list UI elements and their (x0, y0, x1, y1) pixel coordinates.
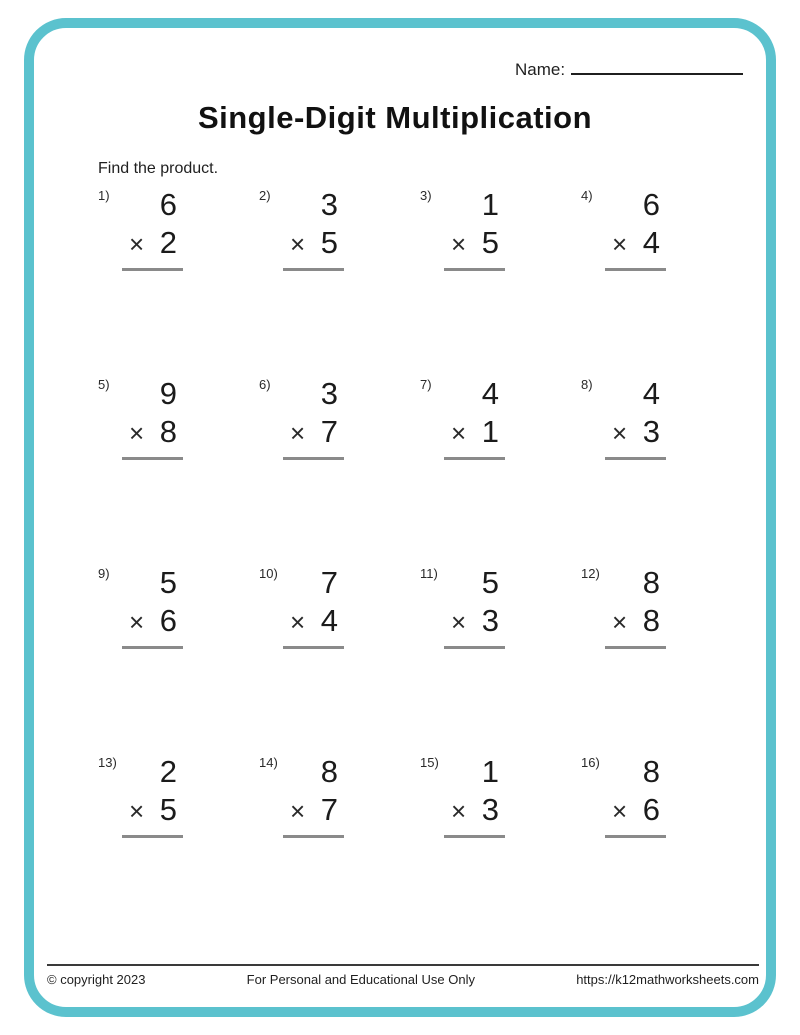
problem-number: 8) (581, 377, 593, 392)
top-operand: 6 (642, 187, 660, 222)
top-operand: 7 (320, 565, 338, 600)
footer-copyright: © copyright 2023 (47, 972, 146, 987)
problem-cell (98, 186, 259, 271)
top-operand: 5 (481, 565, 499, 600)
problem-number: 4) (581, 188, 593, 203)
bottom-operand: 5 (320, 225, 338, 260)
footer-url: https://k12mathworksheets.com (576, 972, 759, 987)
problem-work-area (444, 753, 505, 838)
problem-number: 13) (98, 755, 117, 770)
multiplication-row (283, 791, 344, 830)
problem-number: 7) (420, 377, 432, 392)
problem-work-area (444, 186, 505, 271)
bottom-operand: 8 (159, 414, 177, 449)
name-row (515, 58, 743, 80)
problem-number: 2) (259, 188, 271, 203)
multiplication-row (122, 791, 183, 830)
footer-usage: For Personal and Educational Use Only (246, 972, 476, 987)
problem-work-area (283, 564, 344, 649)
problem-number: 15) (420, 755, 439, 770)
bottom-operand: 3 (642, 414, 660, 449)
problem-work-area (122, 753, 183, 838)
problem-cell (581, 186, 742, 271)
bottom-operand: 7 (320, 414, 338, 449)
footer-divider (47, 964, 759, 966)
problem-cell (581, 564, 742, 649)
bottom-operand: 5 (481, 225, 499, 260)
multiplication-row (444, 791, 505, 830)
problem-work-area (122, 186, 183, 271)
multiply-sign: × (129, 229, 145, 259)
multiply-sign: × (290, 607, 306, 637)
multiplication-row (444, 224, 505, 263)
top-operand: 4 (481, 376, 499, 411)
bottom-operand: 3 (481, 792, 499, 827)
problem-cell (98, 753, 259, 838)
problem-work-area (283, 375, 344, 460)
top-operand: 2 (159, 754, 177, 789)
problem-cell (98, 564, 259, 649)
multiplication-row (605, 791, 666, 830)
multiplication-row (444, 602, 505, 641)
bottom-operand: 6 (642, 792, 660, 827)
problem-work-area (605, 564, 666, 649)
problem-cell (420, 186, 581, 271)
bottom-operand: 5 (159, 792, 177, 827)
bottom-operand: 7 (320, 792, 338, 827)
top-operand: 3 (320, 187, 338, 222)
problem-work-area (283, 753, 344, 838)
problem-work-area (122, 375, 183, 460)
problem-number: 6) (259, 377, 271, 392)
name-label: Name: (515, 60, 566, 79)
multiply-sign: × (612, 229, 628, 259)
multiplication-row (444, 413, 505, 452)
multiplication-row (122, 413, 183, 452)
top-operand: 1 (481, 754, 499, 789)
top-operand: 1 (481, 187, 499, 222)
multiply-sign: × (129, 607, 145, 637)
multiplication-row (605, 602, 666, 641)
instruction-text: Find the product. (98, 160, 219, 177)
problem-cell (259, 375, 420, 460)
problem-work-area (605, 753, 666, 838)
problem-work-area (283, 186, 344, 271)
top-operand: 8 (642, 754, 660, 789)
multiplication-row (283, 413, 344, 452)
multiply-sign: × (451, 607, 467, 637)
top-operand: 4 (642, 376, 660, 411)
multiply-sign: × (612, 607, 628, 637)
bottom-operand: 4 (320, 603, 338, 638)
bottom-operand: 4 (642, 225, 660, 260)
top-operand: 9 (159, 376, 177, 411)
problem-work-area (444, 564, 505, 649)
problem-cell (98, 375, 259, 460)
problem-number: 10) (259, 566, 278, 581)
multiplication-row (283, 602, 344, 641)
problem-number: 1) (98, 188, 110, 203)
top-operand: 8 (642, 565, 660, 600)
problem-cell (581, 753, 742, 838)
problem-number: 12) (581, 566, 600, 581)
multiply-sign: × (451, 229, 467, 259)
problem-number: 5) (98, 377, 110, 392)
problem-number: 11) (420, 566, 438, 581)
problem-cell (259, 186, 420, 271)
problem-work-area (444, 375, 505, 460)
problem-cell (581, 375, 742, 460)
top-operand: 6 (159, 187, 177, 222)
multiply-sign: × (129, 418, 145, 448)
multiply-sign: × (290, 796, 306, 826)
multiply-sign: × (290, 418, 306, 448)
problem-work-area (605, 375, 666, 460)
multiplication-row (605, 413, 666, 452)
problem-number: 14) (259, 755, 278, 770)
problem-work-area (605, 186, 666, 271)
multiply-sign: × (451, 796, 467, 826)
top-operand: 8 (320, 754, 338, 789)
problem-cell (420, 375, 581, 460)
multiply-sign: × (129, 796, 145, 826)
top-operand: 3 (320, 376, 338, 411)
problem-number: 9) (98, 566, 110, 581)
problem-cell (420, 564, 581, 649)
multiplication-row (122, 602, 183, 641)
name-blank-line (571, 58, 743, 75)
bottom-operand: 6 (159, 603, 177, 638)
problems-grid (98, 186, 742, 838)
problem-cell (259, 564, 420, 649)
page-title: Single-Digit Multiplication (197, 100, 593, 135)
multiply-sign: × (290, 229, 306, 259)
multiply-sign: × (612, 796, 628, 826)
multiplication-row (122, 224, 183, 263)
bottom-operand: 2 (159, 225, 177, 260)
top-operand: 5 (159, 565, 177, 600)
problem-number: 3) (420, 188, 432, 203)
bottom-operand: 8 (642, 603, 660, 638)
problem-number: 16) (581, 755, 600, 770)
problem-cell (259, 753, 420, 838)
footer (47, 972, 759, 987)
multiplication-row (605, 224, 666, 263)
bottom-operand: 3 (481, 603, 499, 638)
multiply-sign: × (612, 418, 628, 448)
multiply-sign: × (451, 418, 467, 448)
problem-work-area (122, 564, 183, 649)
problem-cell (420, 753, 581, 838)
multiplication-row (283, 224, 344, 263)
bottom-operand: 1 (481, 414, 499, 449)
